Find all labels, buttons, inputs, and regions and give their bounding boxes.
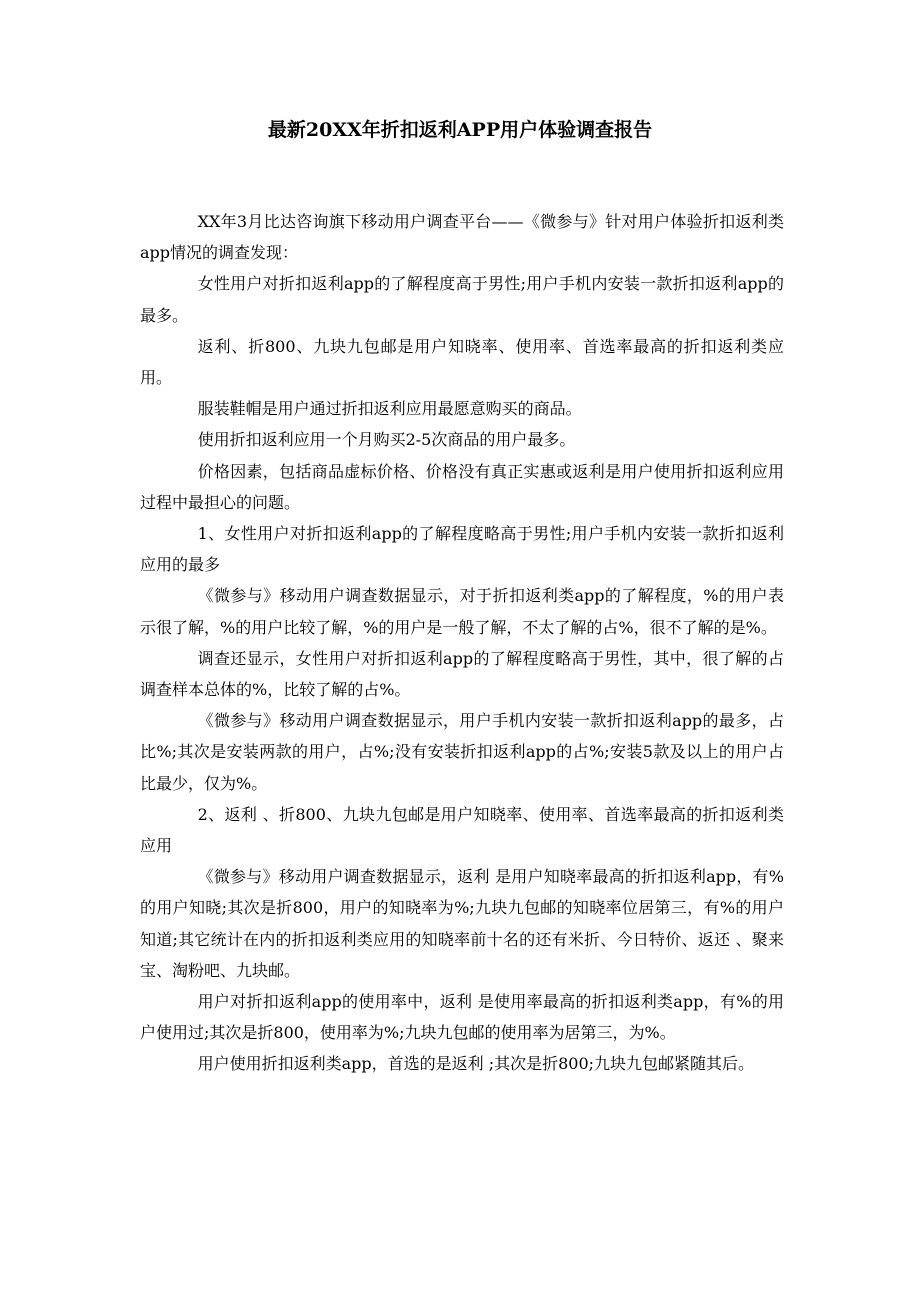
paragraph-installs: 《微参与》移动用户调查数据显示，用户手机内安装一款折扣返利app的最多，占比%;其次是安装两款的用户，占%;没有安装折扣返利app的占%;安装5款及以上的用户占比最少，仅为%。 bbox=[140, 711, 784, 793]
paragraph-recognition: 《微参与》移动用户调查数据显示，返利 是用户知晓率最高的折扣返利app，有%的用户知晓;其次是折800，用户的知晓率为%;九块九包邮的知晓率位居第三，有%的用户知道;其它统计在内的折扣返利类应用的知晓率前十名的还有米折、今日特价、返还 、聚来宝、淘粉吧、九块邮。 bbox=[140, 867, 784, 980]
paragraph-usage: 用户对折扣返利app的使用率中，返利 是使用率最高的折扣返利类app，有%的用户使用过;其次是折800，使用率为%;九块九包邮的使用率为居第三，为%。 bbox=[140, 992, 784, 1043]
document-body bbox=[140, 206, 784, 1080]
document-title: 最新20XX年折扣返利APP用户体验调查报告 bbox=[267, 119, 653, 141]
section-heading-1: 1、女性用户对折扣返利app的了解程度略高于男性;用户手机内安装一款折扣返利应用的最多 bbox=[140, 524, 784, 575]
paragraph-finding-4: 使用折扣返利应用一个月购买2-5次商品的用户最多。 bbox=[197, 430, 576, 450]
paragraph-awareness: 《微参与》移动用户调查数据显示，对于折扣返利类app的了解程度，%的用户表示很了解，%的用户比较了解，%的用户是一般了解，不太了解的占%，很不了解的是%。 bbox=[140, 586, 784, 637]
paragraph-finding-5: 价格因素，包括商品虚标价格、价格没有真正实惠或返利是用户使用折扣返利应用过程中最担心的问题。 bbox=[140, 461, 784, 512]
paragraph-finding-3: 服装鞋帽是用户通过折扣返利应用最愿意购买的商品。 bbox=[197, 399, 582, 419]
paragraph-finding-1: 女性用户对折扣返利app的了解程度高于男性;用户手机内安装一款折扣返利app的最多。 bbox=[140, 274, 784, 325]
paragraph-gender: 调查还显示，女性用户对折扣返利app的了解程度略高于男性，其中，很了解的占调查样本总体的%，比较了解的占%。 bbox=[140, 648, 784, 700]
section-heading-2: 2、返利 、折800、九块九包邮是用户知晓率、使用率、首选率最高的折扣返利类应用 bbox=[140, 804, 784, 856]
paragraph-finding-2: 返利、折800、九块九包邮是用户知晓率、使用率、首选率最高的折扣返利类应用。 bbox=[140, 336, 784, 388]
paragraph-preference: 用户使用折扣返利类app，首选的是返利 ;其次是折800;九块九包邮紧随其后。 bbox=[197, 1054, 755, 1074]
paragraph-intro: XX年3月比达咨询旗下移动用户调查平台——《微参与》针对用户体验折扣返利类app情况的调查发现： bbox=[140, 212, 784, 263]
